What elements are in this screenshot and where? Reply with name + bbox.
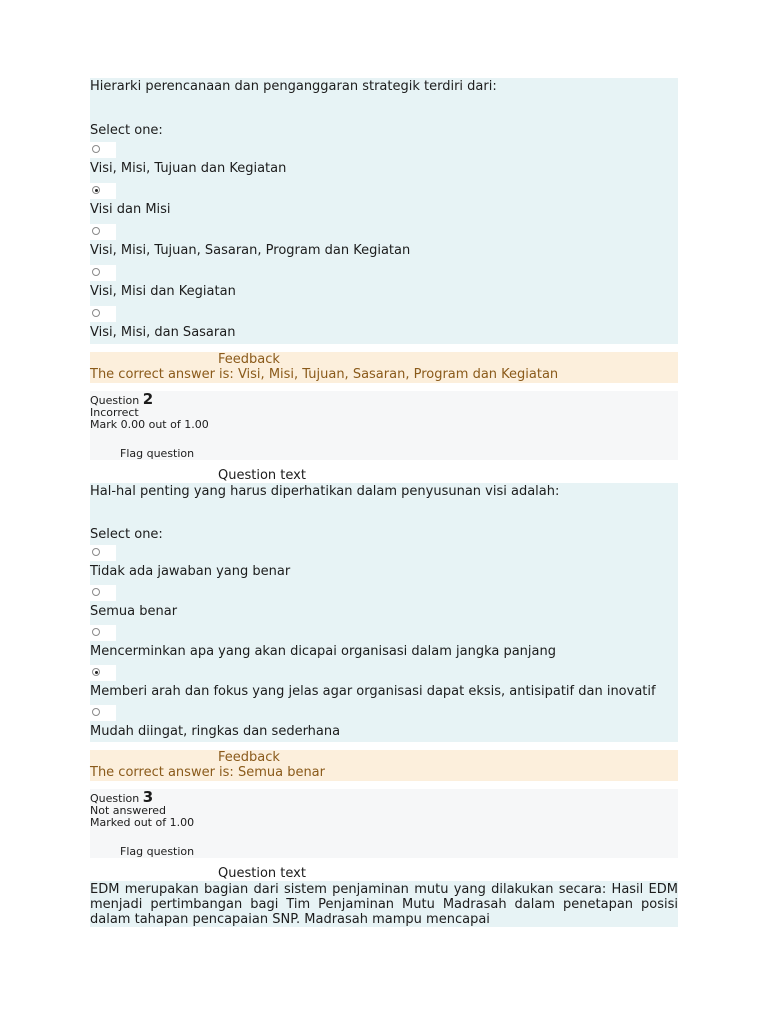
question-2-content [90, 468, 678, 742]
radio-unchecked-icon[interactable] [92, 588, 100, 596]
radio-button-area[interactable] [90, 545, 116, 561]
answer-option-label[interactable]: Memberi arah dan fokus yang jelas agar organisasi dapat eksis, antisipatif dan inovatif [90, 684, 656, 699]
question-3-content [90, 866, 678, 927]
radio-unchecked-icon[interactable] [92, 145, 100, 153]
answer-option [90, 705, 678, 742]
question-2-text: Hal-hal penting yang harus diperhatikan dalam penyusunan visi adalah: [90, 484, 560, 499]
question-label: Question [90, 792, 140, 805]
select-one-label: Select one: [90, 123, 163, 138]
select-one-label: Select one: [90, 527, 163, 542]
answer-option [90, 265, 678, 303]
question-label: Question [90, 394, 140, 407]
answer-option [90, 625, 678, 662]
radio-unchecked-icon[interactable] [92, 548, 100, 556]
radio-unchecked-icon[interactable] [92, 708, 100, 716]
answer-option [90, 585, 678, 622]
radio-unchecked-icon[interactable] [92, 268, 100, 276]
flag-question-link[interactable]: Flag question [120, 845, 195, 858]
question-2-feedback [90, 750, 678, 781]
answer-option [90, 142, 678, 180]
answer-option-label[interactable]: Visi, Misi, Tujuan, Sasaran, Program dan Kegiatan [90, 243, 411, 258]
question-number: 2 [142, 390, 154, 408]
question-2-options [90, 545, 678, 742]
question-text-heading: Question text [90, 468, 678, 483]
correct-answer-text: The correct answer is: Semua benar [90, 765, 325, 780]
answer-option-label[interactable]: Visi, Misi, dan Sasaran [90, 325, 236, 340]
question-1-text: Hierarki perencanaan dan penganggaran strategik terdiri dari: [90, 79, 497, 94]
radio-button-area[interactable] [90, 265, 116, 281]
question-state: Incorrect [90, 406, 139, 419]
answer-option [90, 224, 678, 262]
question-1-options [90, 142, 678, 344]
answer-option-label[interactable]: Tidak ada jawaban yang benar [90, 564, 291, 579]
answer-option [90, 545, 678, 582]
answer-option-label[interactable]: Mudah diingat, ringkas dan sederhana [90, 724, 341, 739]
radio-unchecked-icon[interactable] [92, 227, 100, 235]
question-number: 3 [142, 788, 154, 806]
question-1-feedback [90, 352, 678, 383]
correct-answer-text: The correct answer is: Visi, Misi, Tujuan, Sasaran, Program dan Kegiatan [90, 367, 559, 382]
radio-unchecked-icon[interactable] [92, 309, 100, 317]
question-3-text: EDM merupakan bagian dari sistem penjaminan mutu yang dilakukan secara: Hasil EDM menjadi pertimbangan bagi Tim Penjaminan Mutu Madrasah dalam penetapan posisi dalam tahapan pencapaian SNP. Madrasah mampu mencapai [90, 882, 678, 927]
radio-unchecked-icon[interactable] [92, 628, 100, 636]
radio-button-area[interactable] [90, 625, 116, 641]
radio-checked-icon[interactable] [92, 668, 100, 676]
radio-button-area[interactable] [90, 183, 116, 199]
radio-checked-icon[interactable] [92, 186, 100, 194]
question-text-heading: Question text [90, 866, 678, 881]
answer-option [90, 183, 678, 221]
answer-option-label[interactable]: Visi, Misi, Tujuan dan Kegiatan [90, 161, 287, 176]
answer-option-label[interactable]: Visi dan Misi [90, 202, 171, 217]
question-state: Not answered [90, 804, 167, 817]
radio-button-area[interactable] [90, 705, 116, 721]
question-1-content [90, 78, 678, 344]
radio-button-area[interactable] [90, 142, 116, 158]
radio-button-area[interactable] [90, 224, 116, 240]
question-3-info [90, 789, 678, 858]
answer-option-label[interactable]: Semua benar [90, 604, 178, 619]
radio-button-area[interactable] [90, 585, 116, 601]
question-number-line [90, 789, 678, 805]
radio-button-area[interactable] [90, 665, 116, 681]
question-number-line [90, 391, 678, 407]
answer-option [90, 306, 678, 344]
answer-option-label[interactable]: Mencerminkan apa yang akan dicapai organisasi dalam jangka panjang [90, 644, 556, 659]
feedback-heading: Feedback [218, 750, 280, 765]
question-mark: Mark 0.00 out of 1.00 [90, 418, 209, 431]
answer-option-label[interactable]: Visi, Misi dan Kegiatan [90, 284, 236, 299]
flag-question-link[interactable]: Flag question [120, 447, 195, 460]
question-2-info [90, 391, 678, 460]
answer-option [90, 665, 678, 702]
question-mark: Marked out of 1.00 [90, 816, 195, 829]
feedback-heading: Feedback [218, 352, 280, 367]
radio-button-area[interactable] [90, 306, 116, 322]
quiz-review-page [90, 78, 678, 927]
